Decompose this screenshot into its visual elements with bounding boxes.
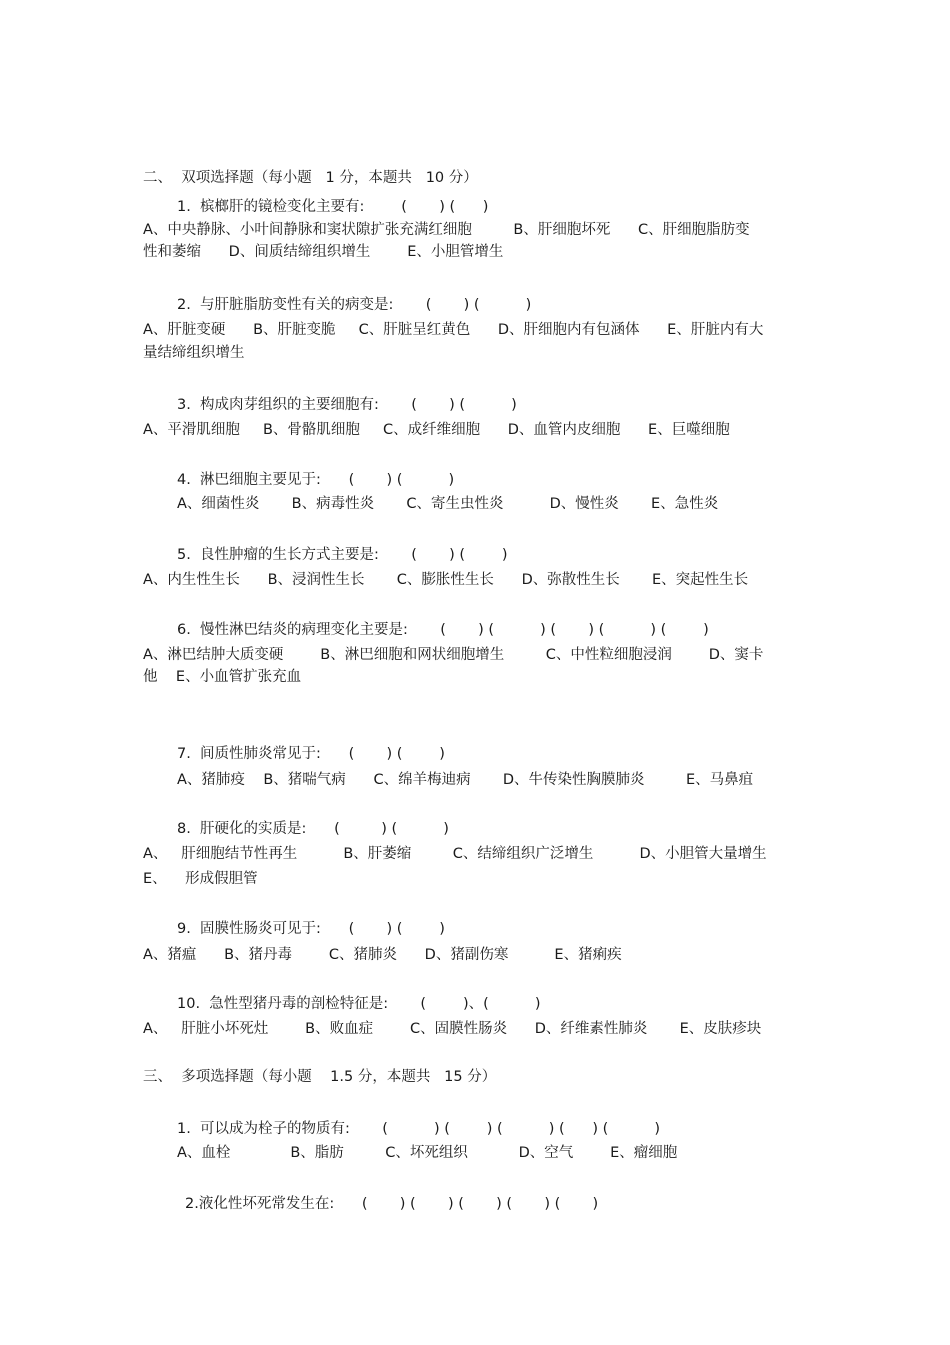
question-2-8-options-line2: E、 形成假胆管 [143,871,258,887]
question-2-3-stem: 3. 构成肉芽组织的主要细胞有: ( ) ( ) [177,397,517,413]
question-3-2-stem: 2.液化性坏死常发生在: ( ) ( ) ( ) ( ) ( ) [185,1196,599,1212]
section-2-heading: 二、 双项选择题（每小题 1 分，本题共 10 分） [143,170,478,186]
question-3-1-options: A、血栓 B、脂肪 C、坏死组织 D、空气 E、瘤细胞 [177,1145,678,1161]
question-2-10-stem: 10. 急性型猪丹毒的剖检特征是: ( )、( ) [177,996,541,1012]
question-2-5-options: A、内生性生长 B、浸润性生长 C、膨胀性生长 D、弥散性生长 E、突起性生长 [143,572,749,588]
question-3-1-stem: 1. 可以成为栓子的物质有: ( ) ( ) ( ) ( ) ( ) [177,1121,661,1137]
question-2-2-options-line1: A、肝脏变硬 B、肝脏变脆 C、肝脏呈红黄色 D、肝细胞内有包涵体 E、肝脏内有大 [143,322,764,338]
question-2-9-stem: 9. 固膜性肠炎可见于: ( ) ( ) [177,921,445,937]
question-2-7-stem: 7. 间质性肺炎常见于: ( ) ( ) [177,746,445,762]
question-2-10-options: A、 肝脏小坏死灶 B、败血症 C、固膜性肠炎 D、纤维素性肺炎 E、皮肤疹块 [143,1021,762,1037]
question-2-7-options: A、猪肺疫 B、猪喘气病 C、绵羊梅迪病 D、牛传染性胸膜肺炎 E、马鼻疽 [177,772,754,788]
question-2-4-options: A、细菌性炎 B、病毒性炎 C、寄生虫性炎 D、慢性炎 E、急性炎 [177,496,719,512]
question-2-5-stem: 5. 良性肿瘤的生长方式主要是: ( ) ( ) [177,547,508,563]
section-3-heading: 三、 多项选择题（每小题 1.5 分，本题共 15 分） [143,1069,497,1085]
question-2-1-options-line1: A、中央静脉、小叶间静脉和窦状隙扩张充满红细胞 B、肝细胞坏死 C、肝细胞脂肪变 [143,222,750,238]
question-2-1-options-line2: 性和萎缩 D、间质结缔组织增生 E、小胆管增生 [143,244,504,260]
question-2-6-options-line1: A、淋巴结肿大质变硬 B、淋巴细胞和网状细胞增生 C、中性粒细胞浸润 D、窦卡 [143,647,764,663]
question-2-3-options: A、平滑肌细胞 B、骨骼肌细胞 C、成纤维细胞 D、血管内皮细胞 E、巨噬细胞 [143,422,730,438]
question-2-8-stem: 8. 肝硬化的实质是: ( ) ( ) [177,821,449,837]
question-2-2-options-line2: 量结缔组织增生 [143,345,245,361]
question-2-8-options-line1: A、 肝细胞结节性再生 B、肝萎缩 C、结缔组织广泛增生 D、小胆管大量增生 [143,846,767,862]
question-2-4-stem: 4. 淋巴细胞主要见于: ( ) ( ) [177,472,455,488]
question-2-6-options-line2: 他 E、小血管扩张充血 [143,669,302,685]
question-2-9-options: A、猪瘟 B、猪丹毒 C、猪肺炎 D、猪副伤寒 E、猪痢疾 [143,947,622,963]
question-2-1-stem: 1. 槟榔肝的镜检变化主要有: ( ) ( ) [177,199,489,215]
question-2-6-stem: 6. 慢性淋巴结炎的病理变化主要是: ( ) ( ) ( ) ( ) ( ) [177,622,709,638]
question-2-2-stem: 2. 与肝脏脂肪变性有关的病变是: ( ) ( ) [177,297,532,313]
